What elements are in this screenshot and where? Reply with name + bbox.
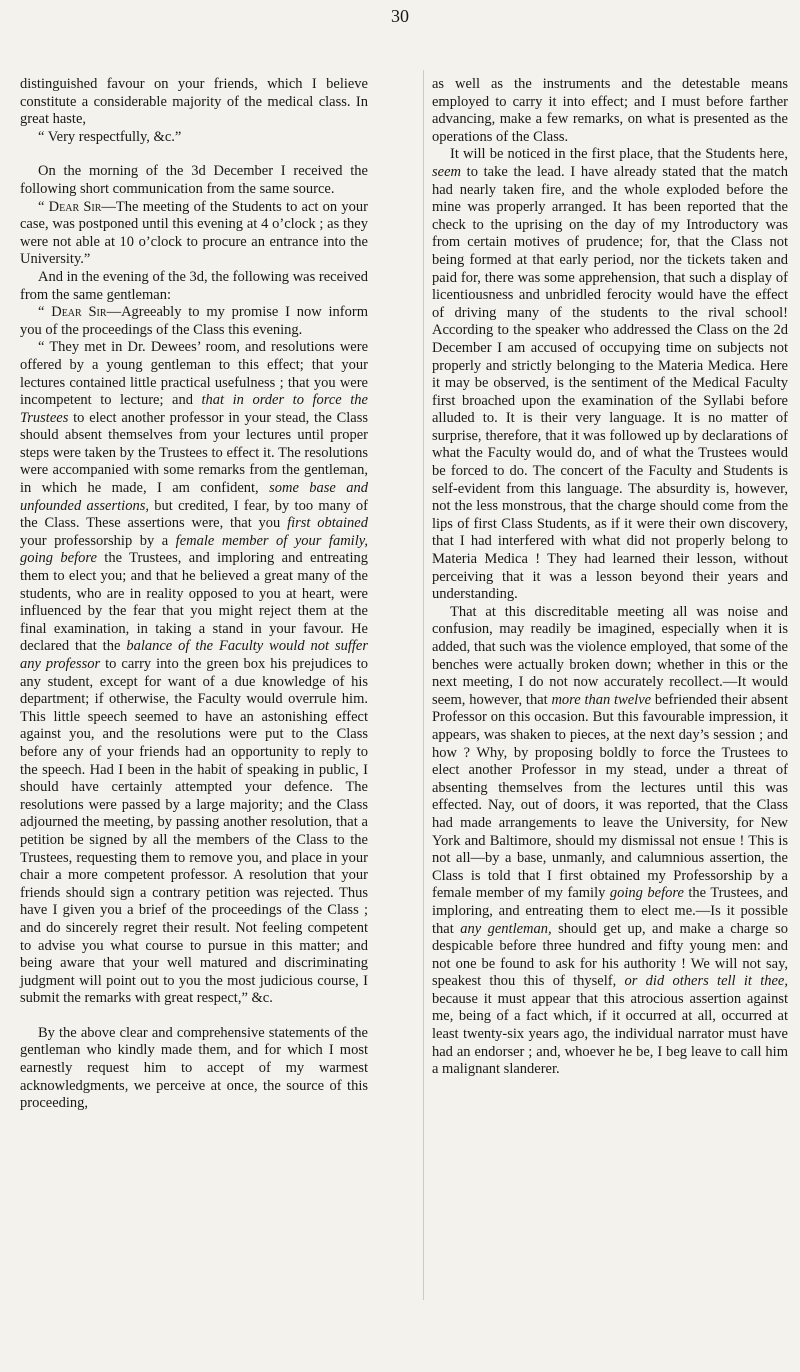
text-run: befriended their absent Professor on this occasion. But this favourable impression, it appears, was shaken to pieces, at the next day’s session ; and how ? Why, by proposing boldly to force the Trustees to elect another Professor in my stead, under a threat of absenting themselves from the lectures until this was effected. Nay, out of doors, it was reported, that the Class had made arrangements to leave the University, for New York and Baltimore, should my dismissal not ensue ! This is not all—by a base, unmanly, and calumnious assertion, the Class is told that I first obtained my Professorship by a female member of my family — [432, 691, 789, 902]
paragraph: And in the evening of the 3d, the following was received from the same gentleman: — [20, 268, 368, 303]
quoted-letter — [20, 304, 368, 339]
text-run: because it must appear that this atrocious assertion against me, being of a fact which, if it occurred at all, occurred at least twenty-six years ago, the individual narrator must have had an endorser ; and, whoever he be, I beg leave to call him a malignant slanderer. — [432, 990, 788, 1078]
emphasized-text: seem — [432, 163, 461, 180]
emphasized-text: going before — [609, 885, 684, 902]
paragraph — [432, 146, 788, 603]
letter-salutation: “ Dear Sir — [38, 198, 102, 215]
text-run: That at this discreditable meeting all was noise and confusion, may readily be imagined, especially when it is added, that such was the violence employed, that some of the benches were actually broken down; whether in this or the next meeting, I do not now accurately recollect.—It would seem, however, that — [432, 603, 788, 708]
emphasized-text: female member of your family, going before — [20, 532, 368, 567]
text-run: your professorship by a — [20, 532, 176, 549]
paragraph: On the morning of the 3d December I received the following short communication from the same source. — [20, 163, 368, 197]
letter-closing: “ Very respectfully, &c.” — [38, 128, 182, 145]
emphasized-text: balance of the Faculty would not suffer any professor — [20, 638, 368, 672]
text-run: It will be noticed in the first place, that the Students here, — [450, 146, 788, 163]
page-number: 30 — [391, 6, 409, 26]
letter-body: —Agreeably to my promise I now inform you of the proceedings of the Class this evening. — [20, 304, 368, 338]
paragraph: By the above clear and comprehensive statements of the gentleman who kindly made them, and for which I most earnestly request him to accept of my warmest acknowledgments, we perceive at once, the source of this proceeding, — [20, 1024, 368, 1112]
text-run: the Trustees, and imploring, and entreating them to elect me.—Is it possible that — [432, 885, 788, 937]
paragraph-continued: as well as the instruments and the detestable means employed to carry it into effect; and I must before farther advancing, make a few remarks, on what is presented as the operations of the Class. — [432, 76, 788, 145]
text-run: to take the lead. I have already stated that the match had nearly taken fire, and the whole exploded before the mine was properly arranged. It has been reported that the check to the uprising on the day of my Introductory was from certain motives of prudence; for, that the Class not being formed at that early period, nor the tickets taken and paid for, there was some apprehension, that such a display of licentiousness and unbridled ferocity would have the effect of driving many of the students to the rival school! According to the speaker who addressed the Class on the 2d December I am accused of occupying time on subjects not properly and strictly belonging to the Materia Medica. Here it may be observed, is the sentiment of the Medical Faculty first broached upon the examination of the Syllabi before alluded to. It is their very language. It is no matter of surprise, therefore, that it was followed up by declarations of what the Faculty would do, and of what the Trustees would be forced to do. The concert of the Faculty and Students is self-evident from this language. The absurdity is, however, not the less monstrous, that the charge should come from the lips of first Class Students, as if it were their own discovery, that I had interfered with what did not properly belong to Materia Medica ! They had learned their lesson, without perceiving that it was a lesson beyond their years and understanding. — [432, 163, 788, 603]
letter-body: —The meeting of the Students to act on your case, was postponed until this evening at 4 o’clock ; as they were not able at 10 o’clock to procure an entrance into the University.” — [20, 198, 368, 268]
text-run: to elect another professor in your stead, the Class should absent themselves from your lectures until proper steps were taken by the Trustees to effect it. The resolutions were accompanied with some remarks from the gentleman, in which he made, I am confident, — [20, 409, 368, 497]
paragraph-continued: distinguished favour on your friends, which I believe constitute a considerable majority of the medical class. In great haste, — [20, 76, 368, 128]
paragraph — [432, 604, 788, 1079]
paragraph — [20, 339, 368, 1008]
text-run: “ They met in Dr. Dewees’ room, and resolutions were offered by a young gentleman to this effect; that your lectures contained little practical usefulness ; that you were incompetent to lecture; and — [20, 339, 368, 409]
letter-salutation: “ Dear Sir — [38, 304, 107, 321]
text-run: the Trustees, and imploring and entreating them to elect you; and that he believed a great many of the students, who are in reality opposed to you at heart, were influenced by the fear that you might reject them at the final examination, in taking a stand in your favour. He declared that the — [20, 550, 368, 655]
emphasized-text: or did others tell it thee, — [624, 973, 788, 990]
right-column — [432, 76, 788, 1079]
emphasized-text: that in order to force the Trustees — [20, 392, 368, 426]
emphasized-text: more than twelve — [551, 691, 652, 708]
text-run: should get up, and make a charge so despicable before three hundred and fifty young men: and not one be found to ask for his authority ! We will not say, speakest thou this of thyself, — [432, 920, 788, 990]
left-column — [20, 76, 368, 1113]
text-run: to carry into the green box his prejudices to any student, except for want of a due knowledge of his department; if otherwise, the Faculty would overrule him. This little speech seemed to have an astonishing effect against you, and the resolutions were put to the Class before any of your friends had an opportunity to reply to the speech. Had I been in the habit of speaking in public, I should have certainly attempted your defence. The resolutions were passed by a large majority; and the Class adjourned the meeting, by passing another resolution, that a petition be signed by all the members of the Class to the Trustees, requesting them to remove you, and place in your chair a more competent professor. A resolution that your friends should sign a contrary petition was rejected. Thus have I given you a brief of the proceedings of the Class ; and do sincerely regret their result. Not feeling competent to advise you what course to pursue in this matter; and being aware that your well matured and discriminating judgment will point out to you the most judicious course, I submit the remarks with great respect,” &c. — [20, 656, 368, 1007]
quoted-letter — [20, 199, 368, 269]
emphasized-text: some base and unfounded assertions, — [20, 480, 368, 514]
emphasized-text: any gentleman, — [460, 920, 552, 937]
column-divider — [423, 70, 424, 1300]
emphasized-text: first obtained — [287, 515, 368, 532]
text-run: but credited, I fear, by too many of the Class. These assertions were, that you — [20, 497, 368, 532]
